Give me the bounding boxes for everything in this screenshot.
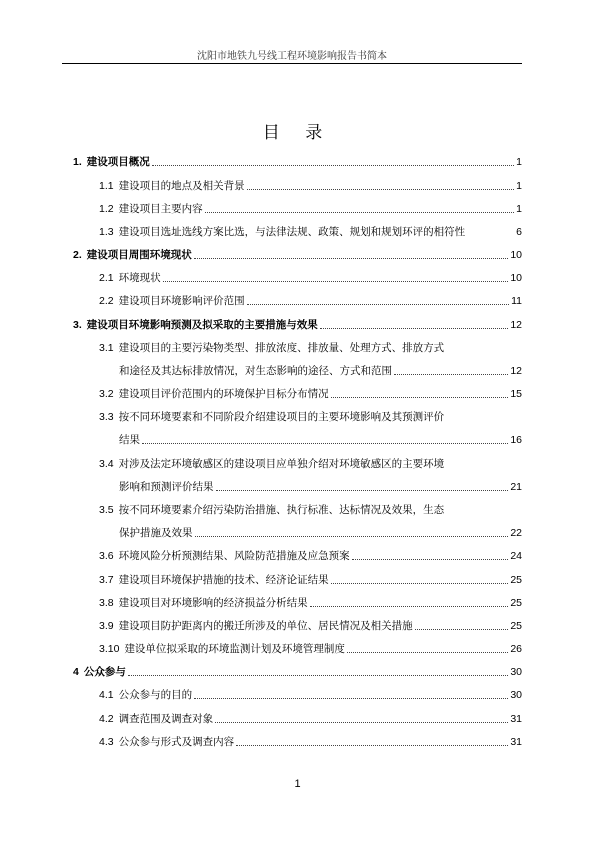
toc-entry-text: 建设项目的地点及相关背景 (118, 180, 245, 192)
toc-entry-text: 公众参与 (83, 666, 126, 678)
toc-entry[interactable] (73, 318, 522, 332)
toc-entry-page: 30 (510, 689, 522, 701)
toc-entry-page: 15 (510, 388, 522, 400)
toc-entry[interactable] (99, 735, 522, 749)
toc-entry[interactable] (73, 155, 522, 169)
toc-leader-dots (195, 536, 509, 537)
toc-entry-number: 3.5 (99, 504, 114, 516)
toc-entry-text: 保护措施及效果 (119, 527, 193, 539)
toc-leader-dots (331, 583, 509, 584)
toc-entry-page: 31 (510, 713, 522, 725)
toc-entry-number: 4 (73, 666, 79, 678)
toc-leader-dots (215, 722, 508, 723)
toc-entry[interactable] (99, 202, 522, 216)
toc-entry[interactable] (73, 248, 522, 262)
toc-entry-page: 25 (510, 574, 522, 586)
toc-entry-text: 建设项目主要内容 (118, 203, 203, 215)
toc-leader-dots (310, 606, 509, 607)
toc-entry[interactable] (99, 387, 522, 401)
toc-entry-number: 3.9 (99, 620, 114, 632)
toc-entry[interactable] (119, 526, 522, 540)
toc-entry-number: 4.1 (99, 689, 114, 701)
toc-entry-page: 21 (510, 481, 522, 493)
toc-leader-dots (205, 212, 515, 213)
toc-entry-number: 1.3 (99, 226, 114, 238)
toc-entry-text: 公众参与的目的 (118, 689, 193, 701)
toc-entry-text: 环境风险分析预测结果、风险防范措施及应急预案 (118, 550, 350, 562)
toc-leader-dots (247, 304, 509, 305)
toc-entry-text: 结果 (119, 434, 140, 446)
toc-entry-number: 3.6 (99, 550, 114, 562)
toc-leader-dots (194, 698, 508, 699)
toc-entry[interactable] (99, 271, 522, 285)
toc-entry-number: 3.4 (99, 458, 114, 470)
toc-entry-number: 3.2 (99, 388, 114, 400)
toc-entry-page: 30 (510, 666, 522, 678)
toc-entry[interactable] (99, 225, 522, 239)
toc-entry-text: 建设项目对环境影响的经济损益分析结果 (118, 597, 308, 609)
page-number: 1 (294, 778, 301, 790)
toc-leader-dots (320, 328, 509, 329)
toc-entry[interactable] (99, 549, 522, 563)
toc-leader-dots (194, 258, 509, 259)
toc-leader-dots (216, 490, 509, 491)
toc-entry-page: 1 (516, 156, 522, 168)
toc-entry-number: 4.2 (99, 713, 114, 725)
toc-leader-dots (352, 559, 509, 560)
toc-entry[interactable] (99, 294, 522, 308)
toc-entry-text: 建设项目防护距离内的搬迁所涉及的单位、居民情况及相关措施 (118, 620, 413, 632)
toc-entry[interactable] (99, 619, 522, 633)
toc-leader-dots (163, 281, 509, 282)
toc-entry-number: 3.3 (99, 411, 114, 423)
toc-entry[interactable] (99, 503, 522, 517)
toc-entry-text: 按不同环境要素介绍污染防治措施、执行标准、达标情况及效果，生态 (118, 504, 445, 516)
toc-entry-page: 24 (510, 550, 522, 562)
toc-entry-text: 建设项目周围环境现状 (86, 249, 192, 261)
toc-entry-number: 1.1 (99, 180, 114, 192)
toc-entry[interactable] (99, 688, 522, 702)
toc-entry-number: 3.1 (99, 342, 114, 354)
toc-entry-page: 22 (510, 527, 522, 539)
toc-entry-number: 3. (73, 319, 82, 331)
toc-entry-text: 公众参与形式及调查内容 (118, 736, 235, 748)
toc-entry-number: 1.2 (99, 203, 114, 215)
toc-entry-page: 10 (510, 272, 522, 284)
toc-entry[interactable] (119, 364, 522, 378)
toc-entry-page: 31 (510, 736, 522, 748)
toc-entry-text: 建设项目的主要污染物类型、排放浓度、排放量、处理方式、排放方式 (118, 342, 445, 354)
toc-leader-dots (331, 397, 509, 398)
toc-entry-text: 建设单位拟采取的环境监测计划及环境管理制度 (124, 643, 345, 655)
toc-entry-text: 建设项目评价范围内的环境保护目标分布情况 (118, 388, 329, 400)
toc-entry-text: 按不同环境要素和不同阶段介绍建设项目的主要环境影响及其预测评价 (118, 411, 445, 423)
toc-entry-text: 建设项目环境影响预测及拟采取的主要措施与效果 (86, 319, 318, 331)
toc-entry-text: 调查范围及调查对象 (118, 713, 214, 725)
toc-entry-number: 3.10 (99, 643, 120, 655)
toc-entry-page: 6 (516, 226, 522, 238)
toc-entry[interactable] (99, 642, 522, 656)
toc-entry-page: 26 (510, 643, 522, 655)
toc-entry[interactable] (119, 433, 522, 447)
toc-entry[interactable] (99, 712, 522, 726)
toc-entry-number: 2.1 (99, 272, 114, 284)
toc-leader-dots (128, 675, 508, 676)
toc-leader-dots (236, 745, 508, 746)
toc-entry-text: 建设项目概况 (86, 156, 150, 168)
toc-entry[interactable] (99, 573, 522, 587)
toc-entry-text: 建设项目环境保护措施的技术、经济论证结果 (118, 574, 329, 586)
toc-entry[interactable] (73, 665, 522, 679)
toc-entry-page: 16 (510, 434, 522, 446)
toc-entry-text: 建设项目环境影响评价范围 (118, 295, 245, 307)
page-header: 沈阳市地铁九号线工程环境影响报告书简本 (197, 51, 387, 62)
toc-entry[interactable] (99, 596, 522, 610)
toc-entry-page: 1 (516, 203, 522, 215)
toc-entry[interactable] (99, 457, 522, 471)
toc-title: 目 录 (262, 123, 333, 143)
toc-entry-number: 4.3 (99, 736, 114, 748)
toc-entry-text: 和途径及其达标排放情况，对生态影响的途径、方式和范围 (119, 365, 392, 377)
toc-leader-dots (415, 629, 509, 630)
toc-entry[interactable] (99, 410, 522, 424)
toc-entry-page: 10 (510, 249, 522, 261)
toc-leader-dots (247, 189, 515, 190)
toc-leader-dots (347, 652, 508, 653)
toc-entry-number: 2.2 (99, 295, 114, 307)
toc-entry-number: 3.7 (99, 574, 114, 586)
toc-leader-dots (152, 165, 514, 166)
toc-entry[interactable] (99, 341, 522, 355)
toc-entry-text: 对涉及法定环境敏感区的建设项目应单独介绍对环境敏感区的主要环境 (118, 458, 445, 470)
toc-entry-number: 2. (73, 249, 82, 261)
toc-leader-dots (142, 443, 508, 444)
toc-leader-dots (394, 374, 508, 375)
toc-entry-page: 25 (510, 597, 522, 609)
toc-entry[interactable] (99, 179, 522, 193)
toc-entry-number: 1. (73, 156, 82, 168)
toc-entry-page: 12 (510, 319, 522, 331)
toc-entry[interactable] (119, 480, 522, 494)
toc-entry-page: 1 (516, 180, 522, 192)
toc-entry-page: 12 (510, 365, 522, 377)
toc-entry-page: 25 (510, 620, 522, 632)
toc-entry-text: 建设项目选址选线方案比选，与法律法规、政策、规划和规划环评的相符性 (118, 226, 466, 238)
toc-entry-number: 3.8 (99, 597, 114, 609)
toc-entry-text: 环境现状 (118, 272, 161, 284)
toc-entry-text: 影响和预测评价结果 (119, 481, 214, 493)
toc-entry-page: 11 (511, 295, 522, 307)
